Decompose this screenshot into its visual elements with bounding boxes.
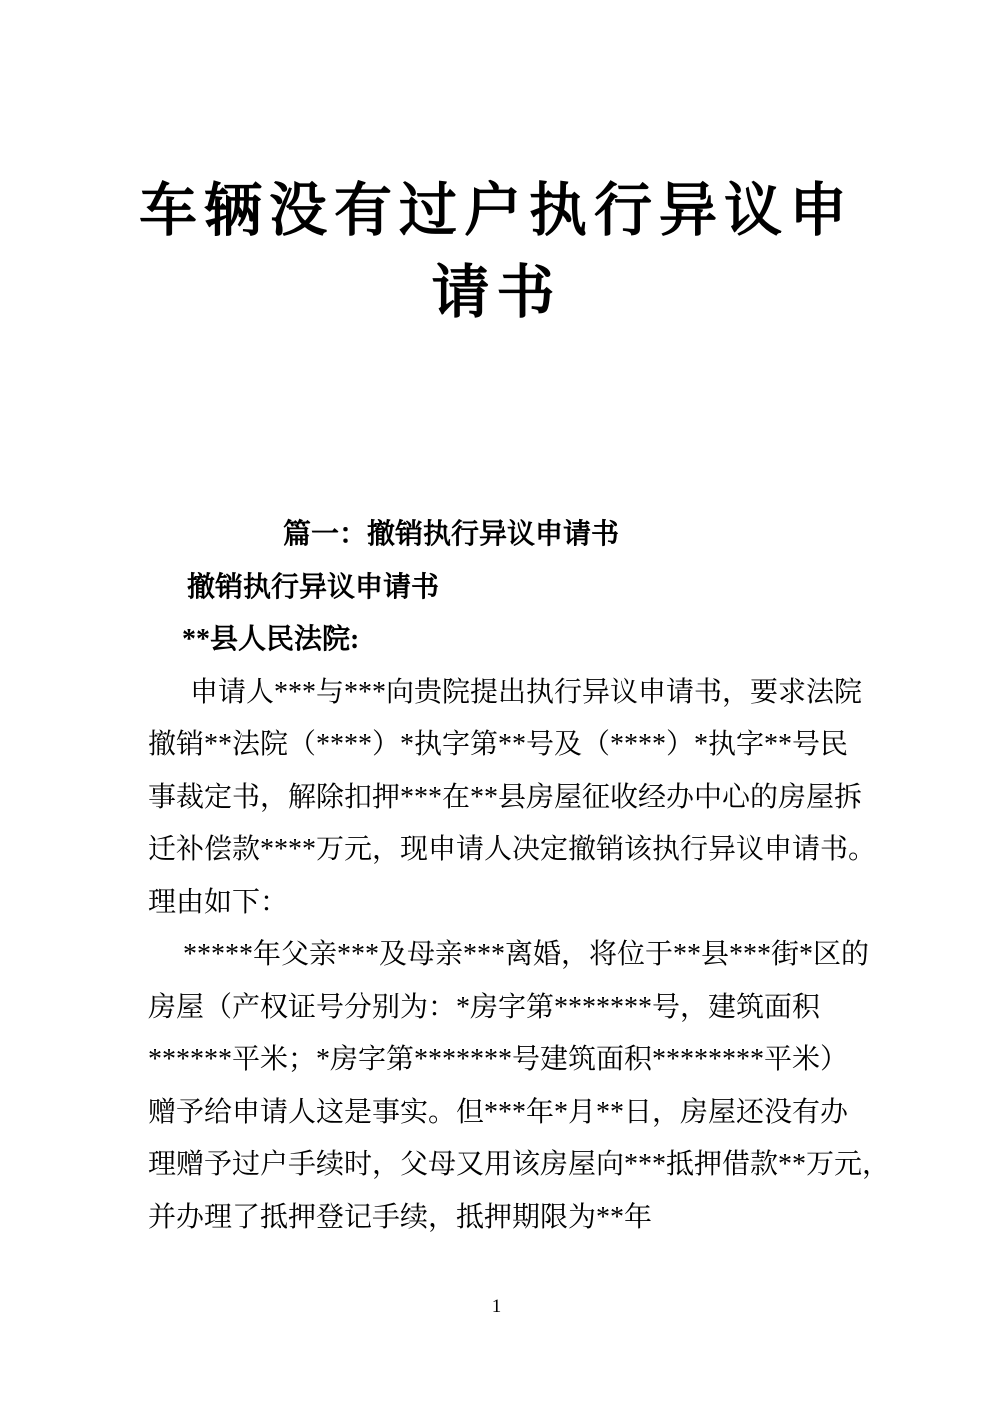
text-line: ******平米；*房字第*******号建筑面积********平米） [148, 1044, 849, 1075]
text-line: 理由如下： [148, 886, 289, 918]
document-title-line-2: 请书 [431, 260, 562, 325]
document-title-line-1: 车辆没有过户执行异议申 [138, 178, 854, 243]
text-line: 撤销**法院（****）*执字第**号及（****）*执字**号民 [148, 729, 849, 760]
text-line: 篇一：撤销执行异议申请书 [283, 519, 620, 550]
text-line: 房屋（产权证号分别为：*房字第*******号，建筑面积 [148, 991, 821, 1023]
text-line: **县人民法院: [182, 624, 360, 655]
page-number: 1 [491, 1296, 502, 1317]
body-lines [148, 509, 891, 1244]
text-line: 并办理了抵押登记手续，抵押期限为**年 [148, 1201, 653, 1233]
document-title [0, 170, 993, 334]
text-line: 赠予给申请人这是事实。但***年*月**日，房屋还没有办 [148, 1096, 849, 1128]
text-line: 迁补偿款****万元，现申请人决定撤销该执行异议申请书。 [148, 834, 877, 865]
text-line: *****年父亲***及母亲***离婚，将位于**县***街*区的 [183, 939, 870, 970]
text-line: 撤销执行异议申请书 [187, 571, 440, 603]
text-line: 理赠予过户手续时，父母又用该房屋向***抵押借款**万元， [148, 1149, 891, 1180]
text-line: 申请人***与***向贵院提出执行异议申请书，要求法院 [190, 676, 863, 708]
text-line: 事裁定书，解除扣押***在**县房屋征收经办中心的房屋拆 [148, 781, 863, 813]
